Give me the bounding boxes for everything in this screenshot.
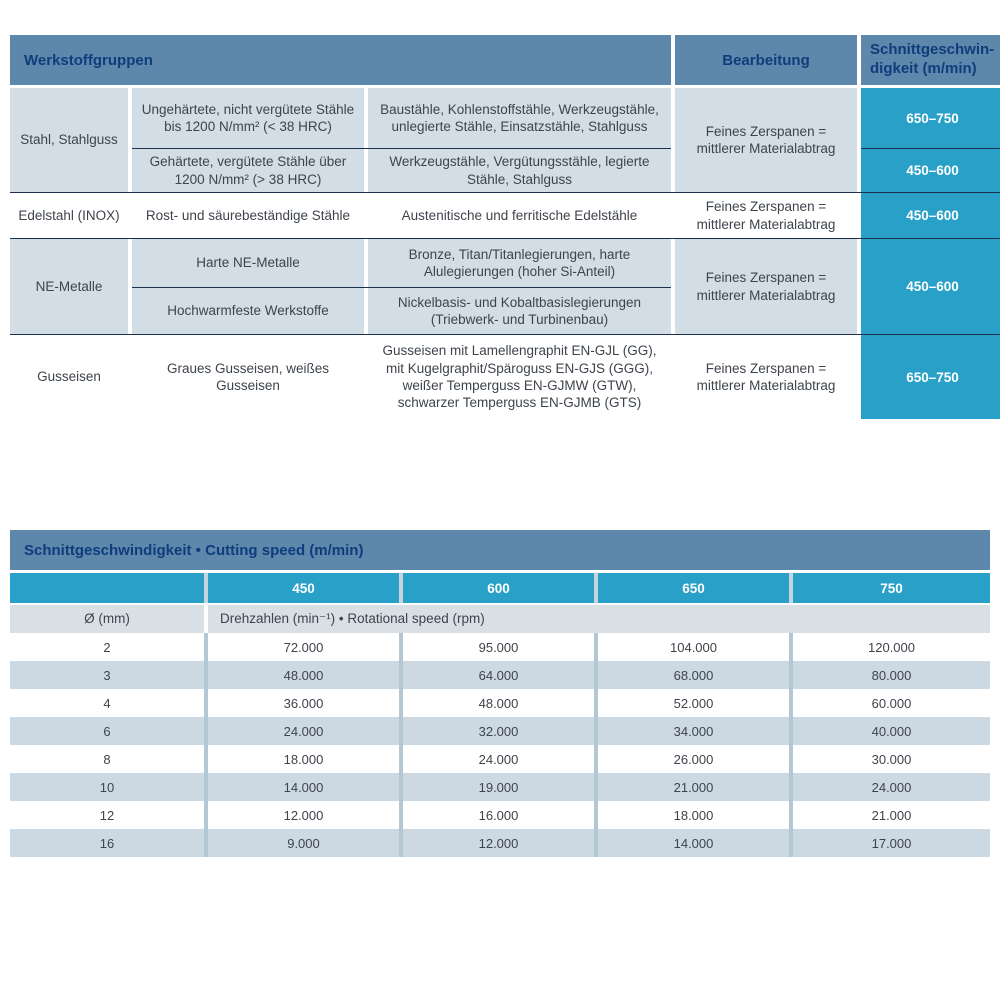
rpm-cell: 24.000 xyxy=(793,773,990,801)
diameter-cell: 12 xyxy=(10,801,204,829)
rpm-cell: 104.000 xyxy=(598,633,789,661)
rpm-cell: 40.000 xyxy=(793,717,990,745)
speed-column-header: 600 xyxy=(403,573,594,603)
rpm-cell: 68.000 xyxy=(598,661,789,689)
rpm-cell: 14.000 xyxy=(208,773,399,801)
rpm-cell: 32.000 xyxy=(403,717,594,745)
material-examples: Werkzeugstähle, Vergütungsstähle, legierte Stähle, Stahlguss xyxy=(368,149,671,192)
material-examples: Bronze, Titan/Titanlegierungen, harte Alulegierungen (hoher Si-Anteil) xyxy=(368,239,671,287)
materials-header-group: Werkstoffgruppen xyxy=(10,35,671,85)
rpm-cell: 17.000 xyxy=(793,829,990,857)
material-group: Gusseisen xyxy=(10,335,128,419)
rpm-cell: 48.000 xyxy=(403,689,594,717)
material-group: Edelstahl (INOX) xyxy=(10,193,128,238)
rpm-cell: 18.000 xyxy=(208,745,399,773)
cutting-speed-cell: 450–600 xyxy=(861,149,1000,192)
material-examples: Gusseisen mit Lamellengraphit EN-GJL (GG), mit Kugelgraphit/Späroguss EN-GJS (GGG), weißer Temperguss EN-GJMW (GTW), schwarzer Temperguss EN-GJMB (GTS) xyxy=(368,335,671,419)
materials-table xyxy=(10,35,1000,419)
materials-header-machining: Bearbeitung xyxy=(675,35,857,85)
diameter-cell: 8 xyxy=(10,745,204,773)
rpm-cell: 72.000 xyxy=(208,633,399,661)
material-subgroup: Gehärtete, vergütete Stähle über 1200 N/mm² (> 38 HRC) xyxy=(132,149,364,192)
cutting-speed-cell: 650–750 xyxy=(861,335,1000,419)
rpm-cell: 80.000 xyxy=(793,661,990,689)
rpm-cell: 9.000 xyxy=(208,829,399,857)
machining-cell: Feines Zerspanen = mittlerer Materialabtrag xyxy=(675,88,857,192)
material-group: Stahl, Stahlguss xyxy=(10,88,128,192)
material-examples: Nickelbasis- und Kobaltbasislegierungen (Triebwerk- und Turbinenbau) xyxy=(368,288,671,334)
rpm-cell: 12.000 xyxy=(208,801,399,829)
rpm-cell: 21.000 xyxy=(598,773,789,801)
cutting-speed-cell: 450–600 xyxy=(861,239,1000,334)
diameter-cell: 16 xyxy=(10,829,204,857)
rpm-cell: 24.000 xyxy=(208,717,399,745)
material-group: NE-Metalle xyxy=(10,239,128,334)
diameter-cell: 2 xyxy=(10,633,204,661)
material-subgroup: Harte NE-Metalle xyxy=(132,239,364,287)
diameter-header: Ø (mm) xyxy=(10,605,204,633)
rpm-cell: 26.000 xyxy=(598,745,789,773)
rpm-cell: 52.000 xyxy=(598,689,789,717)
materials-header-speed: Schnittgeschwin-digkeit (m/min) xyxy=(861,35,1000,85)
rpm-header: Drehzahlen (min⁻¹) • Rotational speed (rpm) xyxy=(208,605,990,633)
speed-table xyxy=(10,530,990,857)
speed-header-blank xyxy=(10,573,204,603)
diameter-cell: 10 xyxy=(10,773,204,801)
rpm-cell: 30.000 xyxy=(793,745,990,773)
speed-column-header: 450 xyxy=(208,573,399,603)
machining-cell: Feines Zerspanen = mittlerer Materialabtrag xyxy=(675,335,857,419)
rpm-cell: 34.000 xyxy=(598,717,789,745)
speed-table-title: Schnittgeschwindigkeit • Cutting speed (m/min) xyxy=(10,530,990,570)
diameter-cell: 6 xyxy=(10,717,204,745)
material-examples: Austenitische und ferritische Edelstähle xyxy=(368,193,671,238)
rpm-cell: 120.000 xyxy=(793,633,990,661)
diameter-cell: 4 xyxy=(10,689,204,717)
rpm-cell: 48.000 xyxy=(208,661,399,689)
material-subgroup: Ungehärtete, nicht vergütete Stähle bis 1200 N/mm² (< 38 HRC) xyxy=(132,88,364,148)
rpm-cell: 64.000 xyxy=(403,661,594,689)
rpm-cell: 19.000 xyxy=(403,773,594,801)
rpm-cell: 12.000 xyxy=(403,829,594,857)
cutting-speed-cell: 450–600 xyxy=(861,193,1000,238)
rpm-cell: 18.000 xyxy=(598,801,789,829)
diameter-cell: 3 xyxy=(10,661,204,689)
rpm-cell: 14.000 xyxy=(598,829,789,857)
material-subgroup: Hochwarmfeste Werkstoffe xyxy=(132,288,364,334)
rpm-cell: 95.000 xyxy=(403,633,594,661)
material-subgroup: Graues Gusseisen, weißes Gusseisen xyxy=(132,335,364,419)
speed-column-header: 750 xyxy=(793,573,990,603)
rpm-cell: 21.000 xyxy=(793,801,990,829)
cutting-speed-cell: 650–750 xyxy=(861,88,1000,148)
machining-cell: Feines Zerspanen = mittlerer Materialabtrag xyxy=(675,239,857,334)
rpm-cell: 60.000 xyxy=(793,689,990,717)
machining-cell: Feines Zerspanen = mittlerer Materialabtrag xyxy=(675,193,857,238)
material-examples: Baustähle, Kohlenstoffstähle, Werkzeugstähle, unlegierte Stähle, Einsatzstähle, Stahlguss xyxy=(368,88,671,148)
rpm-cell: 24.000 xyxy=(403,745,594,773)
speed-column-header: 650 xyxy=(598,573,789,603)
rpm-cell: 36.000 xyxy=(208,689,399,717)
material-subgroup: Rost- und säurebeständige Stähle xyxy=(132,193,364,238)
rpm-cell: 16.000 xyxy=(403,801,594,829)
